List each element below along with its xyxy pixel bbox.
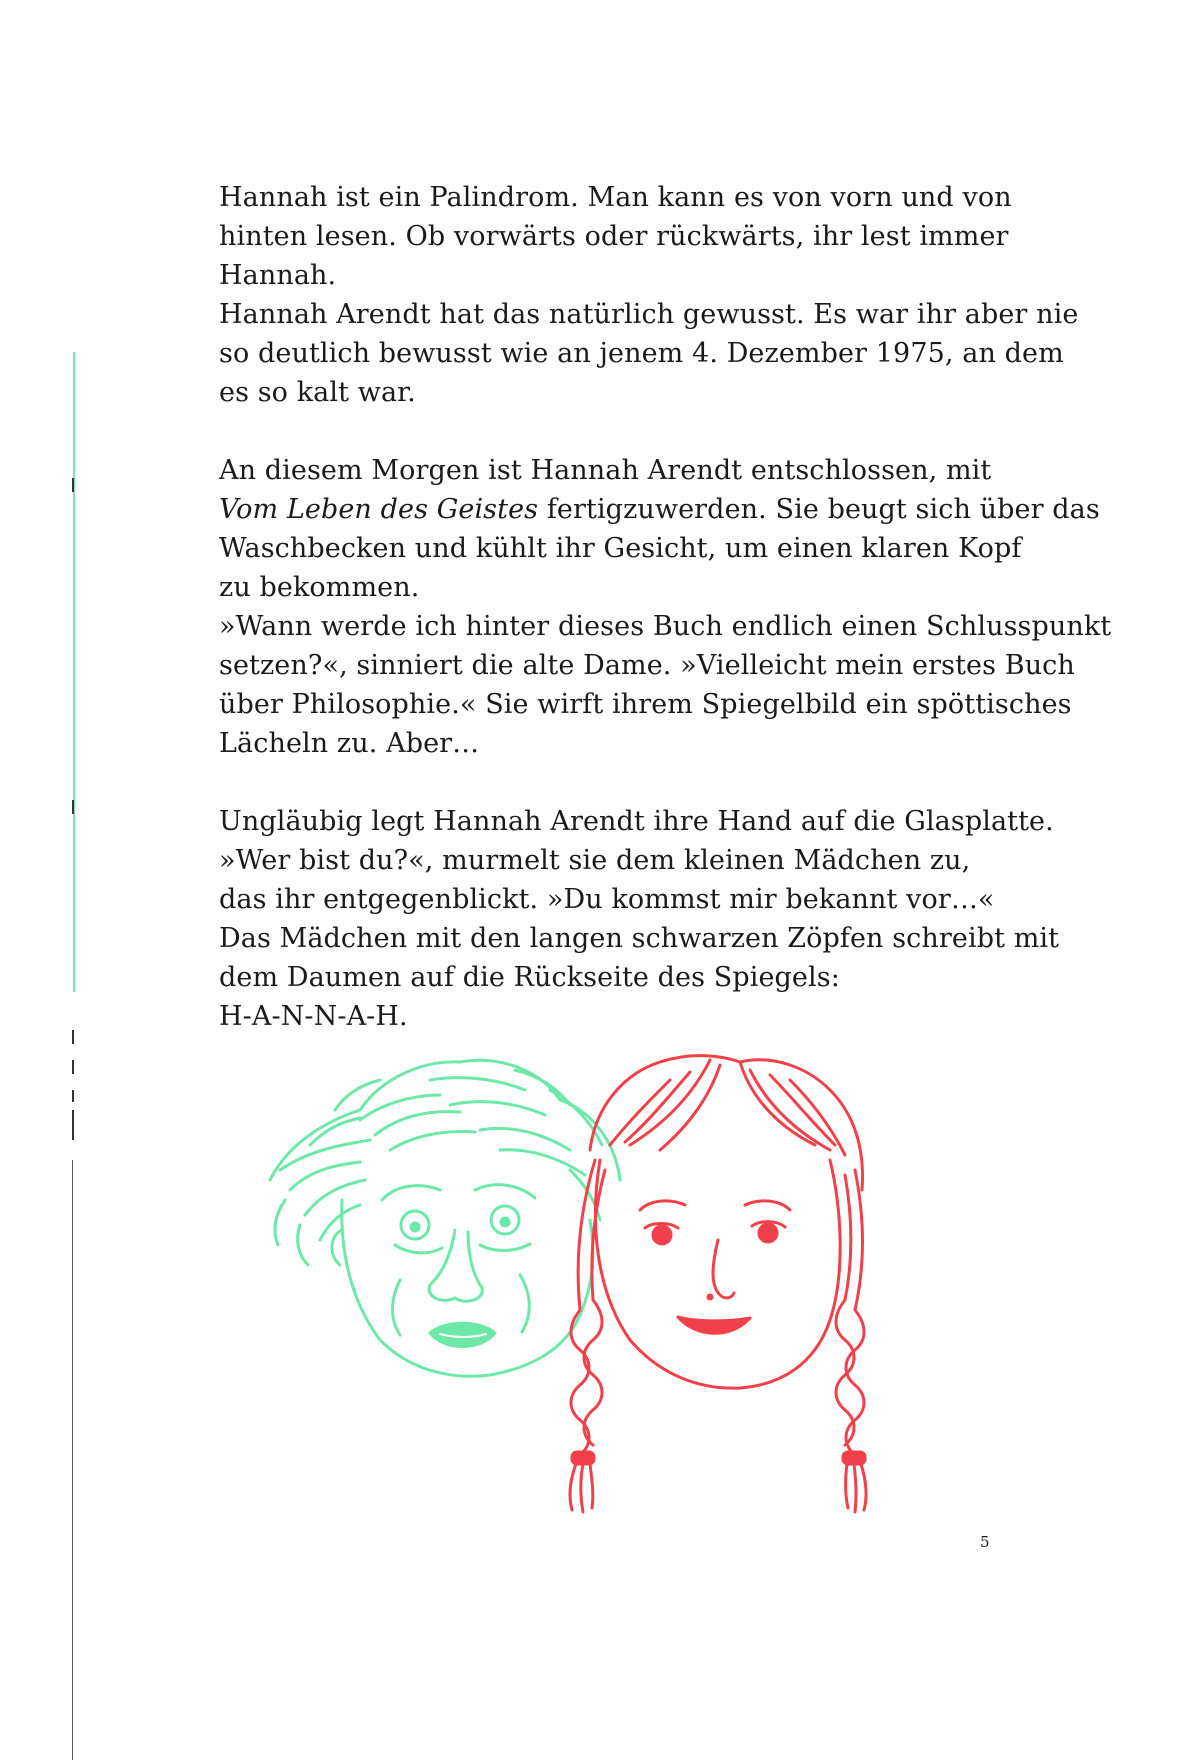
text-line: Lächeln zu. Aber… <box>219 728 480 759</box>
old-woman-drawing <box>270 1060 620 1376</box>
text-line <box>219 490 1100 529</box>
gutter-tick <box>72 1060 74 1074</box>
gutter-tick <box>72 1030 74 1044</box>
text-line: H-A-N-N-A-H. <box>219 1001 408 1032</box>
text-line: so deutlich bewusst wie an jenem 4. Dezember 1975, an dem <box>219 338 1064 369</box>
body-text <box>219 178 1112 1036</box>
text-line: dem Daumen auf die Rückseite des Spiegels: <box>219 962 840 993</box>
text-line: zu bekommen. <box>219 572 420 603</box>
gutter-tick <box>72 478 74 492</box>
book-title: Vom Leben des Geistes <box>219 494 539 525</box>
gutter-tick <box>72 1090 74 1102</box>
text-line: setzen?«, sinniert die alte Dame. »Vielleicht mein erstes Buch <box>219 650 1075 681</box>
text-line: »Wann werde ich hinter dieses Buch endlich einen Schlusspunkt <box>219 611 1112 642</box>
paragraph-gap <box>219 412 1079 451</box>
text-line: das ihr entgegenblickt. »Du kommst mir bekannt vor…« <box>219 884 995 915</box>
text-line: »Wer bist du?«, murmelt sie dem kleinen Mädchen zu, <box>219 845 971 876</box>
text-line: Das Mädchen mit den langen schwarzen Zöpfen schreibt mit <box>219 923 1060 954</box>
gutter-line <box>73 352 75 992</box>
text-line: Hannah ist ein Palindrom. Man kann es von vorn und von <box>219 182 1012 213</box>
text-line: es so kalt war. <box>219 377 416 408</box>
paragraph-gap <box>219 763 1079 802</box>
text-line: An diesem Morgen ist Hannah Arendt entschlossen, mit <box>219 455 992 486</box>
faces-illustration <box>250 1050 930 1590</box>
gutter-tick <box>72 1160 73 1760</box>
text-line-rest: fertigzuwerden. Sie beugt sich über das <box>538 494 1100 525</box>
gutter-tick <box>72 800 74 814</box>
text-line: Waschbecken und kühlt ihr Gesicht, um einen klaren Kopf <box>219 533 1022 564</box>
girl-drawing <box>570 1056 866 1512</box>
text-line: Hannah Arendt hat das natürlich gewusst. Es war ihr aber nie <box>219 299 1079 330</box>
text-line: über Philosophie.« Sie wirft ihrem Spiegelbild ein spöttisches <box>219 689 1072 720</box>
text-line: Ungläubig legt Hannah Arendt ihre Hand auf die Glasplatte. <box>219 806 1054 837</box>
text-line: hinten lesen. Ob vorwärts oder rückwärts, ihr lest immer <box>219 221 1009 252</box>
page-number: 5 <box>980 1533 990 1551</box>
text-line: Hannah. <box>219 260 337 291</box>
gutter-tick <box>72 1110 74 1140</box>
